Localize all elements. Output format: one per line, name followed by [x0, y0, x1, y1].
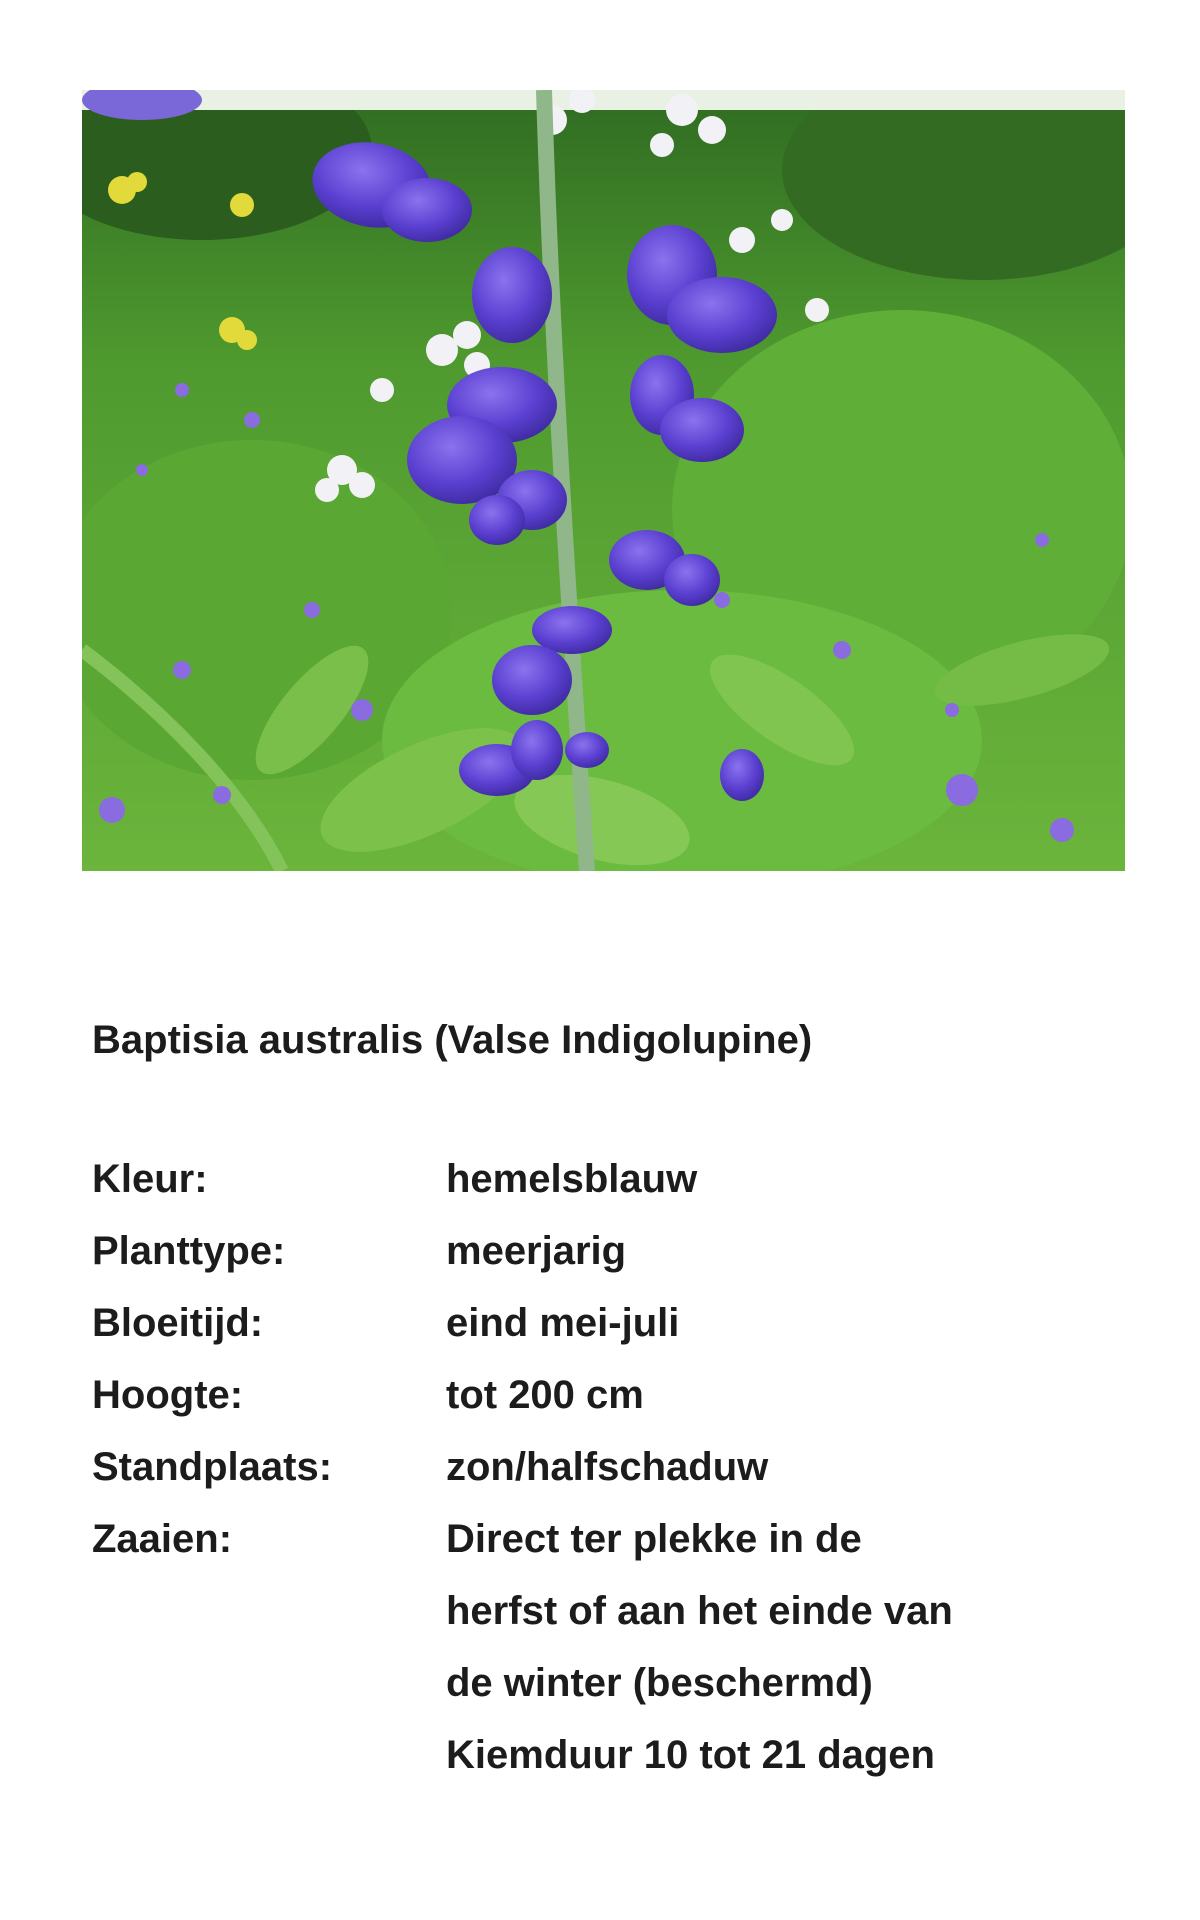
- sowing-line: de winter (beschermd): [446, 1661, 873, 1705]
- spec-value: hemelsblauw: [446, 1157, 698, 1201]
- spec-label: Zaaien:: [92, 1517, 233, 1561]
- sowing-line: Kiemduur 10 tot 21 dagen: [446, 1733, 935, 1777]
- sowing-line: herfst of aan het einde van: [446, 1589, 953, 1633]
- spec-label: Planttype:: [92, 1229, 286, 1273]
- spec-value: zon/halfschaduw: [446, 1445, 769, 1489]
- spec-value: meerjarig: [446, 1229, 627, 1273]
- spec-value: eind mei-juli: [446, 1301, 680, 1345]
- spec-label: Standplaats:: [92, 1445, 333, 1489]
- spec-row-kleur: [92, 1143, 1132, 1215]
- spec-row-standplaats: [92, 1431, 1132, 1503]
- baptisia-illustration: [82, 90, 1125, 871]
- plant-photo: [82, 90, 1125, 871]
- plant-title: Baptisia australis (Valse Indigolupine): [92, 1018, 813, 1062]
- spec-value: tot 200 cm: [446, 1373, 644, 1417]
- spec-label: Hoogte:: [92, 1373, 244, 1417]
- plant-specs: [92, 1143, 1132, 1791]
- spec-row-hoogte: [92, 1359, 1132, 1431]
- spec-row-bloeitijd: [92, 1287, 1132, 1359]
- sowing-text: [446, 1503, 1132, 1791]
- spec-label: Bloeitijd:: [92, 1301, 264, 1345]
- spec-label: Kleur:: [92, 1157, 208, 1201]
- spec-row-zaaien: [92, 1503, 1132, 1791]
- spec-row-planttype: [92, 1215, 1132, 1287]
- sowing-line: Direct ter plekke in de: [446, 1517, 862, 1561]
